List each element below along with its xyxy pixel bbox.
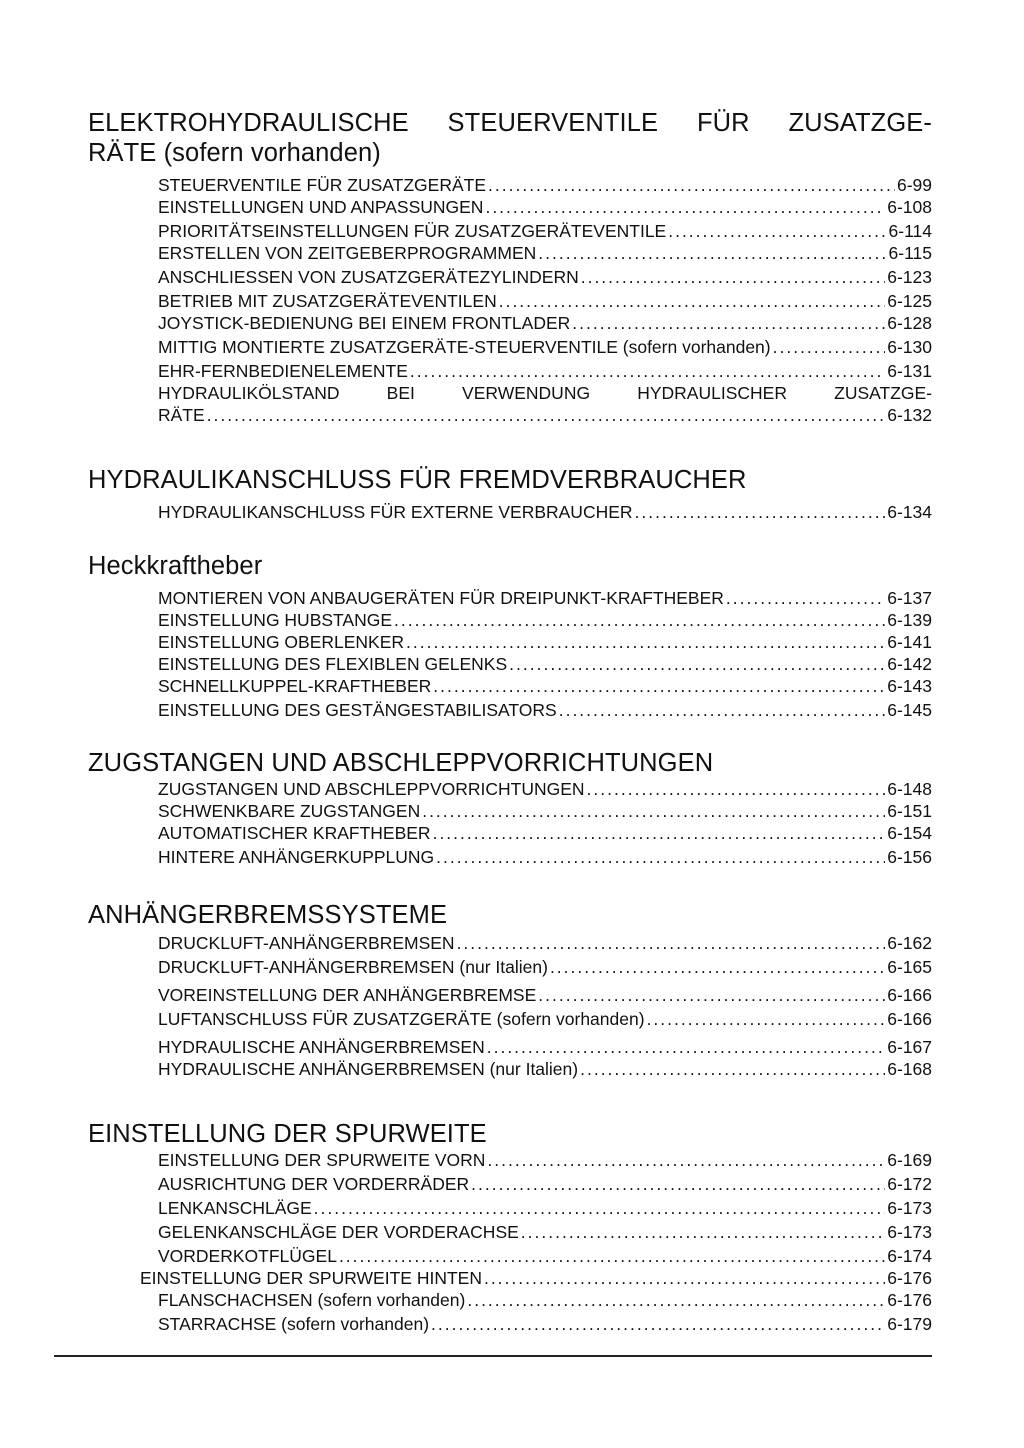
toc-entry[interactable] xyxy=(158,1289,932,1311)
entry-page-number: 6-131 xyxy=(887,361,932,381)
section-title xyxy=(88,108,932,168)
entry-page-number: 6-142 xyxy=(887,654,932,674)
section-title: Heckkraftheber xyxy=(88,552,263,580)
toc-entry[interactable] xyxy=(158,984,932,1006)
leader-dots xyxy=(487,1036,886,1058)
leader-dots xyxy=(726,587,885,609)
entry-label: HYDRAULIKANSCHLUSS FÜR EXTERNE VERBRAUCHER xyxy=(158,502,633,522)
toc-entry[interactable] xyxy=(158,1221,932,1243)
leader-dots xyxy=(635,501,886,523)
leader-dots xyxy=(485,196,885,218)
entry-label: LENKANSCHLÄGE xyxy=(158,1198,312,1218)
entry-page-number: 6-143 xyxy=(887,676,932,696)
entry-page-number: 6-173 xyxy=(887,1198,932,1218)
entry-label: BETRIEB MIT ZUSATZGERÄTEVENTILEN xyxy=(158,291,497,311)
toc-entry[interactable] xyxy=(158,1058,932,1080)
leader-dots xyxy=(207,404,886,426)
toc-section-hydraulic-connection xyxy=(88,465,932,523)
toc-entry[interactable] xyxy=(158,174,932,196)
toc-entries xyxy=(88,587,932,721)
entry-page-number: 6-115 xyxy=(888,243,932,263)
entry-label: EINSTELLUNG DES FLEXIBLEN GELENKS xyxy=(158,654,508,674)
leader-dots xyxy=(431,1313,885,1335)
entry-label: STEUERVENTILE FÜR ZUSATZGERÄTE xyxy=(158,175,487,195)
toc-entry[interactable] xyxy=(158,675,932,697)
leader-dots xyxy=(550,956,885,978)
entry-label: EHR-FERNBEDIENELEMENTE xyxy=(158,361,408,381)
entry-page-number: 6-169 xyxy=(887,1150,932,1170)
entry-page-number: 6-137 xyxy=(887,588,932,608)
entry-label: ERSTELLEN VON ZEITGEBERPROGRAMMEN xyxy=(158,243,537,263)
entry-page-number: 6-128 xyxy=(887,313,932,333)
entry-page-number: 6-176 xyxy=(887,1290,932,1310)
leader-dots xyxy=(484,1267,885,1289)
entry-label: ZUGSTANGEN UND ABSCHLEPPVORRICHTUNGEN xyxy=(158,779,585,799)
entry-label: VORDERKOTFLÜGEL xyxy=(158,1246,337,1266)
leader-dots xyxy=(572,312,885,334)
entry-label: VOREINSTELLUNG DER ANHÄNGERBREMSE xyxy=(158,985,537,1005)
leader-dots xyxy=(647,1008,886,1030)
leader-dots xyxy=(471,1173,885,1195)
toc-entry[interactable] xyxy=(158,1036,932,1058)
toc-section-rear-hitch xyxy=(88,551,932,721)
entry-page-number: 6-99 xyxy=(896,175,932,195)
entry-label: AUSRICHTUNG DER VORDERRÄDER xyxy=(158,1174,470,1194)
leader-dots xyxy=(509,653,885,675)
toc-entry[interactable] xyxy=(158,501,932,523)
section-title: ANHÄNGERBREMSSYSTEME xyxy=(88,901,448,929)
leader-dots xyxy=(422,800,885,822)
toc-entry[interactable] xyxy=(158,1173,932,1195)
entry-page-number: 6-123 xyxy=(887,267,932,287)
toc-entries xyxy=(88,501,932,523)
leader-dots xyxy=(499,290,886,312)
entry-label: HYDRAULISCHE ANHÄNGERBREMSEN (nur Italien) xyxy=(158,1059,579,1079)
leader-dots xyxy=(773,336,886,358)
toc-entry[interactable] xyxy=(158,1197,932,1219)
entry-label: LUFTANSCHLUSS FÜR ZUSATZGERÄTE (sofern vorhanden) xyxy=(158,1009,645,1029)
toc-entry[interactable] xyxy=(158,360,932,382)
toc-entry[interactable] xyxy=(158,800,932,822)
entry-label: SCHWENKBARE ZUGSTANGEN xyxy=(158,801,421,821)
entry-label: GELENKANSCHLÄGE DER VORDERACHSE xyxy=(158,1222,519,1242)
toc-entry[interactable] xyxy=(158,822,932,844)
entry-label: HYDRAULISCHE ANHÄNGERBREMSEN xyxy=(158,1037,485,1057)
entry-label: MONTIEREN VON ANBAUGERÄTEN FÜR DREIPUNKT-KRAFTHEBER xyxy=(158,588,724,608)
leader-dots xyxy=(406,631,885,653)
leader-dots xyxy=(559,699,886,721)
entry-label: EINSTELLUNG DER SPURWEITE HINTEN xyxy=(140,1268,482,1288)
entry-page-number: 6-130 xyxy=(887,337,932,357)
entry-page-number: 6-162 xyxy=(887,933,932,953)
toc-entries xyxy=(88,932,932,1080)
toc-entry[interactable] xyxy=(158,382,932,426)
leader-dots xyxy=(457,932,886,954)
toc-entry[interactable] xyxy=(158,312,932,334)
entry-page-number: 6-166 xyxy=(887,1009,932,1029)
leader-dots xyxy=(581,266,886,288)
entry-page-number: 6-179 xyxy=(887,1314,932,1334)
toc-section-electrohydraulic-valves xyxy=(88,108,932,426)
entry-label-line-2: RÄTE xyxy=(158,405,205,425)
entry-label: EINSTELLUNG OBERLENKER xyxy=(158,632,405,652)
leader-dots xyxy=(410,360,885,382)
toc-entry[interactable] xyxy=(140,1267,932,1289)
toc-entry[interactable] xyxy=(158,336,932,358)
entry-page-number: 6-174 xyxy=(887,1246,932,1266)
entry-page-number: 6-168 xyxy=(887,1059,932,1079)
entry-page-number: 6-165 xyxy=(887,957,932,977)
toc-entry[interactable] xyxy=(158,290,932,312)
toc-entry[interactable] xyxy=(158,242,932,264)
toc-entry[interactable] xyxy=(158,699,932,721)
entry-page-number: 6-166 xyxy=(887,985,932,1005)
section-title: EINSTELLUNG DER SPURWEITE xyxy=(88,1120,487,1148)
entry-label: DRUCKLUFT-ANHÄNGERBREMSEN xyxy=(158,933,455,953)
toc-entry[interactable] xyxy=(158,778,932,800)
toc-entry[interactable] xyxy=(158,587,932,609)
entry-label: JOYSTICK-BEDIENUNG BEI EINEM FRONTLADER xyxy=(158,313,571,333)
toc-entry[interactable] xyxy=(158,220,932,242)
toc-entries xyxy=(88,778,932,868)
entry-label: MITTIG MONTIERTE ZUSATZGERÄTE-STEUERVENTILE (sofern vorhanden) xyxy=(158,337,771,357)
toc-entry[interactable] xyxy=(158,196,932,218)
leader-dots xyxy=(436,846,885,868)
toc-entry[interactable] xyxy=(158,846,932,868)
entry-page-number: 6-141 xyxy=(887,632,932,652)
entry-page-number: 6-108 xyxy=(887,197,932,217)
toc-entry[interactable] xyxy=(158,1149,932,1171)
entry-label: ANSCHLIESSEN VON ZUSATZGERÄTEZYLINDERN xyxy=(158,267,579,287)
entry-page-number: 6-139 xyxy=(887,610,932,630)
entry-page-number: 6-154 xyxy=(887,823,932,843)
entry-page-number: 6-125 xyxy=(887,291,932,311)
leader-dots xyxy=(487,1149,885,1171)
entry-page-number: 6-176 xyxy=(887,1268,932,1288)
toc-section-trailer-brakes xyxy=(88,900,932,1080)
leader-dots xyxy=(587,778,886,800)
toc-entry[interactable] xyxy=(158,1245,932,1267)
toc-entries xyxy=(88,1149,932,1335)
entry-page-number: 6-148 xyxy=(887,779,932,799)
footer-rule xyxy=(54,1355,932,1357)
leader-dots xyxy=(314,1197,886,1219)
entry-label: STARRACHSE (sofern vorhanden) xyxy=(158,1314,430,1334)
section-title: ZUGSTANGEN UND ABSCHLEPPVORRICHTUNGEN xyxy=(88,749,714,777)
leader-dots xyxy=(339,1245,885,1267)
entry-label: EINSTELLUNGEN UND ANPASSUNGEN xyxy=(158,197,484,217)
entry-page-number: 6-151 xyxy=(887,801,932,821)
toc-entry[interactable] xyxy=(158,266,932,288)
leader-dots xyxy=(668,220,886,242)
section-title: HYDRAULIKANSCHLUSS FÜR FREMDVERBRAUCHER xyxy=(88,466,747,494)
entry-label: EINSTELLUNG HUBSTANGE xyxy=(158,610,393,630)
leader-dots xyxy=(488,174,895,196)
entry-label: DRUCKLUFT-ANHÄNGERBREMSEN (nur Italien) xyxy=(158,957,548,977)
toc-entry[interactable] xyxy=(158,609,932,631)
entry-label: SCHNELLKUPPEL-KRAFTHEBER xyxy=(158,676,432,696)
entry-page-number: 6-132 xyxy=(887,405,932,425)
leader-dots xyxy=(467,1289,885,1311)
toc-entry[interactable] xyxy=(158,631,932,653)
leader-dots xyxy=(538,242,886,264)
leader-dots xyxy=(580,1058,885,1080)
toc-section-drawbars xyxy=(88,748,932,868)
entry-page-number: 6-156 xyxy=(887,847,932,867)
toc-entry[interactable] xyxy=(158,956,932,978)
entry-label: EINSTELLUNG DER SPURWEITE VORN xyxy=(158,1150,486,1170)
toc-entry[interactable] xyxy=(158,1008,932,1030)
toc-entry[interactable] xyxy=(158,932,932,954)
toc-section-track-width xyxy=(88,1119,932,1335)
entry-page-number: 6-145 xyxy=(887,700,932,720)
leader-dots xyxy=(394,609,885,631)
entry-page-number: 6-114 xyxy=(888,221,932,241)
toc-entry[interactable] xyxy=(158,653,932,675)
entry-label: PRIORITÄTSEINSTELLUNGEN FÜR ZUSATZGERÄTEVENTILE xyxy=(158,221,667,241)
leader-dots xyxy=(433,822,886,844)
entry-label: EINSTELLUNG DES GESTÄNGESTABILISATORS xyxy=(158,700,557,720)
entry-page-number: 6-173 xyxy=(887,1222,932,1242)
entry-page-number: 6-134 xyxy=(887,502,932,522)
section-title-line-2: RÄTE (sofern vorhanden) xyxy=(88,139,381,167)
leader-dots xyxy=(433,675,885,697)
leader-dots xyxy=(538,984,885,1006)
toc-entry[interactable] xyxy=(158,1313,932,1335)
toc-entries xyxy=(88,174,932,426)
section-title-line-1: ELEKTROHYDRAULISCHE STEUERVENTILE FÜR ZUSATZGE- xyxy=(88,109,932,137)
leader-dots xyxy=(521,1221,885,1243)
entry-page-number: 6-172 xyxy=(887,1174,932,1194)
entry-page-number: 6-167 xyxy=(887,1037,932,1057)
entry-label: FLANSCHACHSEN (sofern vorhanden) xyxy=(158,1290,466,1310)
entry-label: AUTOMATISCHER KRAFTHEBER xyxy=(158,823,431,843)
entry-label-line-1: HYDRAULIKÖLSTAND BEI VERWENDUNG HYDRAULISCHER ZUSATZGE- xyxy=(158,383,932,403)
entry-label: HINTERE ANHÄNGERKUPPLUNG xyxy=(158,847,435,867)
